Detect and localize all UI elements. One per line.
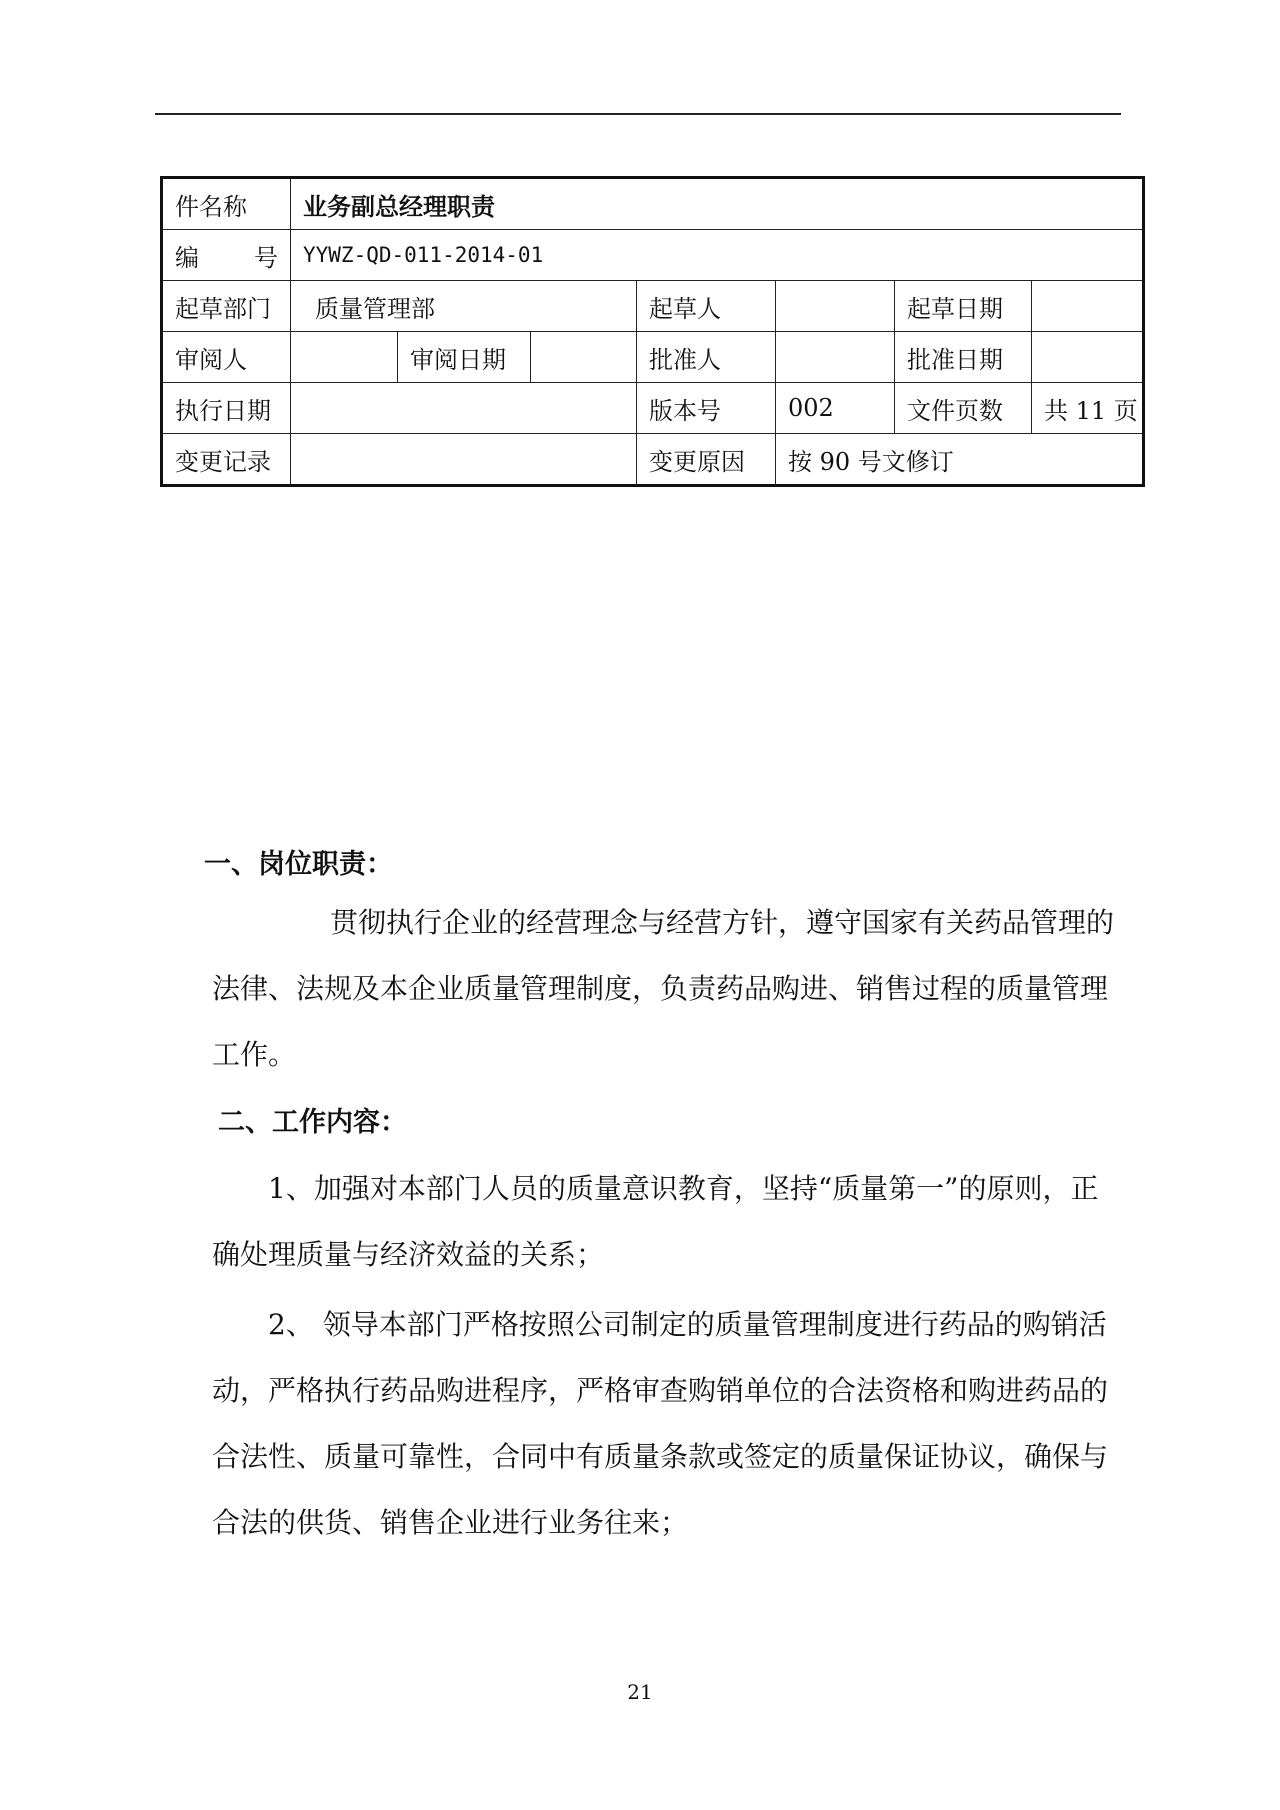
table-row bbox=[162, 230, 1144, 281]
label-number bbox=[162, 230, 291, 281]
draft-date-value bbox=[1032, 281, 1144, 332]
draft-dept-value: 质量管理部 bbox=[291, 281, 637, 332]
label-draft-date: 起草日期 bbox=[895, 281, 1032, 332]
label-approve-date: 批准日期 bbox=[895, 332, 1032, 383]
approver-value bbox=[776, 332, 895, 383]
pages-value: 共 11 页 bbox=[1032, 383, 1144, 434]
version-value: 002 bbox=[776, 383, 895, 434]
change-reason-value: 按 90 号文修订 bbox=[776, 434, 1144, 486]
section2-heading: 二、工作内容： bbox=[218, 1107, 407, 1138]
label-reviewer: 审阅人 bbox=[162, 332, 291, 383]
page-number: 21 bbox=[627, 1680, 653, 1704]
header-rule bbox=[155, 113, 1121, 115]
label-review-date: 审阅日期 bbox=[398, 332, 531, 383]
table-row bbox=[162, 383, 1144, 434]
label-pages: 文件页数 bbox=[895, 383, 1032, 434]
approve-date-value bbox=[1032, 332, 1144, 383]
section1-heading: 一、岗位职责： bbox=[204, 849, 393, 880]
label-draft-dept: 起草部门 bbox=[162, 281, 291, 332]
label-change-reason: 变更原因 bbox=[637, 434, 776, 486]
label-number-part2: 号 bbox=[254, 243, 278, 272]
label-version: 版本号 bbox=[637, 383, 776, 434]
review-date-value bbox=[531, 332, 637, 383]
table-row bbox=[162, 178, 1144, 230]
label-name: 件名称 bbox=[162, 178, 291, 230]
label-drafter: 起草人 bbox=[637, 281, 776, 332]
section1-body: 贯彻执行企业的经营理念与经营方针，遵守国家有关药品管理的法律、法规及本企业质量管理制度，负责药品购进、销售过程的质量管理工作。 bbox=[212, 906, 1115, 1071]
label-number-part1: 编 bbox=[175, 243, 199, 272]
change-record-value bbox=[291, 434, 637, 486]
document-number-value: YYWZ-QD-011-2014-01 bbox=[291, 230, 1144, 281]
section2-item2: 2、 领导本部门严格按照公司制定的质量管理制度进行药品的购销活动，严格执行药品购进程序，严格审查购销单位的合法资格和购进药品的合法性、质量可靠性，合同中有质量条款或签定的质量保证协议，确保与合法的供货、销售企业进行业务往来； bbox=[212, 1308, 1109, 1539]
label-exec-date: 执行日期 bbox=[162, 383, 291, 434]
label-change-record: 变更记录 bbox=[162, 434, 291, 486]
table-row bbox=[162, 332, 1144, 383]
document-info-table bbox=[160, 176, 1145, 487]
document-title-value: 业务副总经理职责 bbox=[291, 178, 1144, 230]
section2-item1: 1、加强对本部门人员的质量意识教育，坚持“质量第一”的原则，正确处理质量与经济效益的关系； bbox=[212, 1172, 1099, 1271]
table-row bbox=[162, 281, 1144, 332]
exec-date-value bbox=[291, 383, 637, 434]
drafter-value bbox=[776, 281, 895, 332]
table-row bbox=[162, 434, 1144, 486]
label-approver: 批准人 bbox=[637, 332, 776, 383]
reviewer-value bbox=[291, 332, 398, 383]
